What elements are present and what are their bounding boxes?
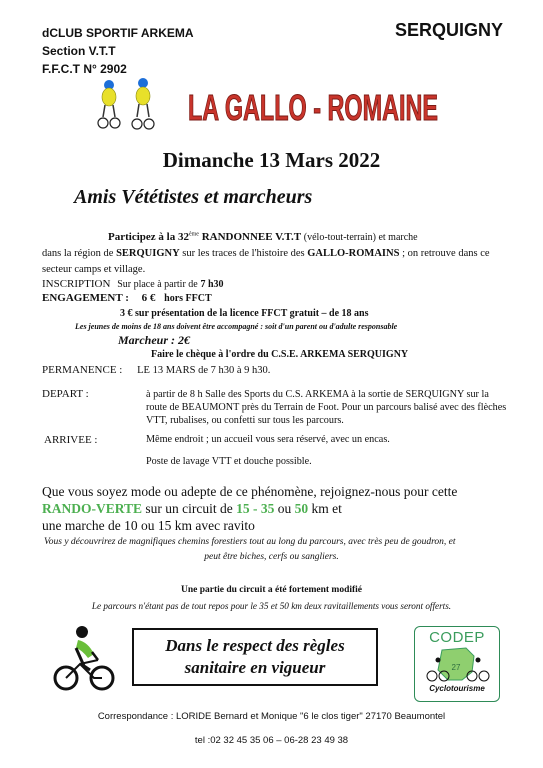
cheque-line: Faire le chèque à l'ordre du C.S.E. ARKEMA SERQUIGNY — [151, 349, 409, 360]
codep-title: CODEP — [429, 629, 485, 646]
intro-line-1 — [108, 231, 418, 243]
marcheur-price: Marcheur : 2€ — [118, 333, 191, 347]
rando-verte: RANDO-VERTE — [42, 501, 143, 516]
inscription-text: Sur place à partir de — [117, 279, 198, 290]
promo-ou: ou — [277, 501, 292, 516]
depart-text — [146, 388, 526, 427]
distance-50: 50 — [294, 501, 309, 516]
participate-text: Participez à la — [108, 231, 176, 243]
engagement-row — [42, 292, 212, 304]
permanence-label: PERMANENCE : — [42, 364, 123, 376]
arrivee-line-2: Poste de lavage VTT et douche possible. — [146, 456, 312, 467]
modifie-note: Une partie du circuit a été fortement modifié — [180, 585, 363, 595]
inscription-label: INSCRIPTION — [42, 278, 111, 290]
cyclists-icon — [95, 75, 165, 135]
depart-line-2: route de BEAUMONT près du Terrain de Foot. Pour un parcours balisé avec des flèches — [146, 402, 507, 413]
respect-line-2: sanitaire en vigueur — [184, 658, 326, 677]
club-section: Section V.T.T — [42, 44, 116, 58]
intro-serquigny: SERQUIGNY — [116, 248, 180, 259]
codep-logo — [414, 626, 500, 702]
respect-line-1: Dans le respect des règles — [165, 636, 345, 655]
engagement-amount: 6 € — [141, 292, 156, 304]
club-header — [42, 24, 194, 78]
codep-subtitle: Cyclotourisme — [429, 684, 485, 693]
jeunes-note: Les jeunes de moins de 18 ans doivent être accompagné : soit d'un parent ou d'adulte responsable — [75, 322, 398, 331]
rando-number-sup: ème — [188, 231, 199, 238]
club-name: dCLUB SPORTIF ARKEMA — [42, 26, 194, 40]
respect-box — [132, 628, 378, 686]
promo-km-et: km et — [311, 501, 342, 516]
intro-text-e: ; on retrouve dans ce — [402, 248, 490, 259]
permanence-text: LE 13 MARS de 7 h30 à 9 h30. — [137, 365, 271, 376]
depart-line-3: VTT, rubalises, ou confetti sur tous les parcours. — [146, 415, 344, 426]
gallo-romaine-logo — [185, 82, 441, 128]
intro-line-2 — [42, 248, 490, 259]
rando-name: RANDONNEE V.T.T — [201, 231, 302, 243]
inscription-time: 7 h30 — [200, 279, 224, 290]
distance-15-35: 15 - 35 — [236, 501, 275, 516]
licence-line: 3 € sur présentation de la licence FFCT gratuit – de 18 ans — [120, 308, 369, 319]
footer-tel: tel :02 32 45 35 06 – 06-28 23 49 38 — [194, 735, 349, 746]
club-ffct: F.F.C.T N° 2902 — [42, 62, 127, 76]
promo-mid: sur un circuit de — [145, 501, 233, 516]
footer-correspondance: Correspondance : LORIDE Bernard et Monique "6 le clos tiger" 27170 Beaumontel — [97, 711, 446, 722]
permanence-row — [42, 364, 270, 376]
intro-text-a: dans la région de — [42, 248, 114, 259]
depart-line-1: à partir de 8 h Salle des Sports du C.S. ARKEMA à la sortie de SERQUIGNY sur la — [146, 389, 489, 400]
depart-label: DEPART : — [42, 388, 89, 400]
promo-line-1: Que vous soyez mode ou adepte de ce phénomène, rejoignez-nous pour cette — [42, 484, 458, 499]
decouvrirez-line-1: Vous y découvrirez de magnifiques chemins forestiers tout au long du parcours, avec très peu de goudron, et — [44, 537, 456, 547]
engagement-label: ENGAGEMENT : — [42, 292, 129, 304]
arrivee-label: ARRIVEE : — [44, 434, 98, 446]
parcours-note: Le parcours n'étant pas de tout repos pour le 35 et 50 km deux ravitaillements vous seront offerts. — [91, 601, 452, 611]
intro-gallo-romains: GALLO-ROMAINS — [307, 248, 400, 259]
arrivee-line-1: Même endroit ; un accueil vous sera réservé, avec un encas. — [146, 434, 390, 445]
intro-text-c: sur les traces de l'histoire des — [182, 248, 305, 259]
promo-line-2 — [42, 500, 342, 518]
town-title: SERQUIGNY — [395, 20, 504, 40]
engagement-note: hors FFCT — [164, 293, 212, 304]
event-date: Dimanche 13 Mars 2022 — [162, 148, 381, 172]
cyclist-icon — [54, 624, 114, 694]
codep-map-icon — [422, 646, 492, 684]
codep-number: 27 — [451, 663, 461, 672]
event-subtitle: Amis Vététistes et marcheurs — [74, 186, 313, 208]
inscription-row — [42, 278, 224, 290]
decouvrirez-line-2: peut être biches, cerfs ou sangliers. — [204, 552, 339, 562]
rando-number: 32 — [177, 231, 189, 243]
promo-line-3: une marche de 10 ou 15 km avec ravito — [42, 518, 255, 533]
vtt-note: (vélo-tout-terrain) et marche — [303, 232, 418, 243]
logo-text: LA GALLO - ROMAINE — [188, 87, 438, 128]
intro-line-3: secteur camps et village. — [42, 264, 146, 275]
